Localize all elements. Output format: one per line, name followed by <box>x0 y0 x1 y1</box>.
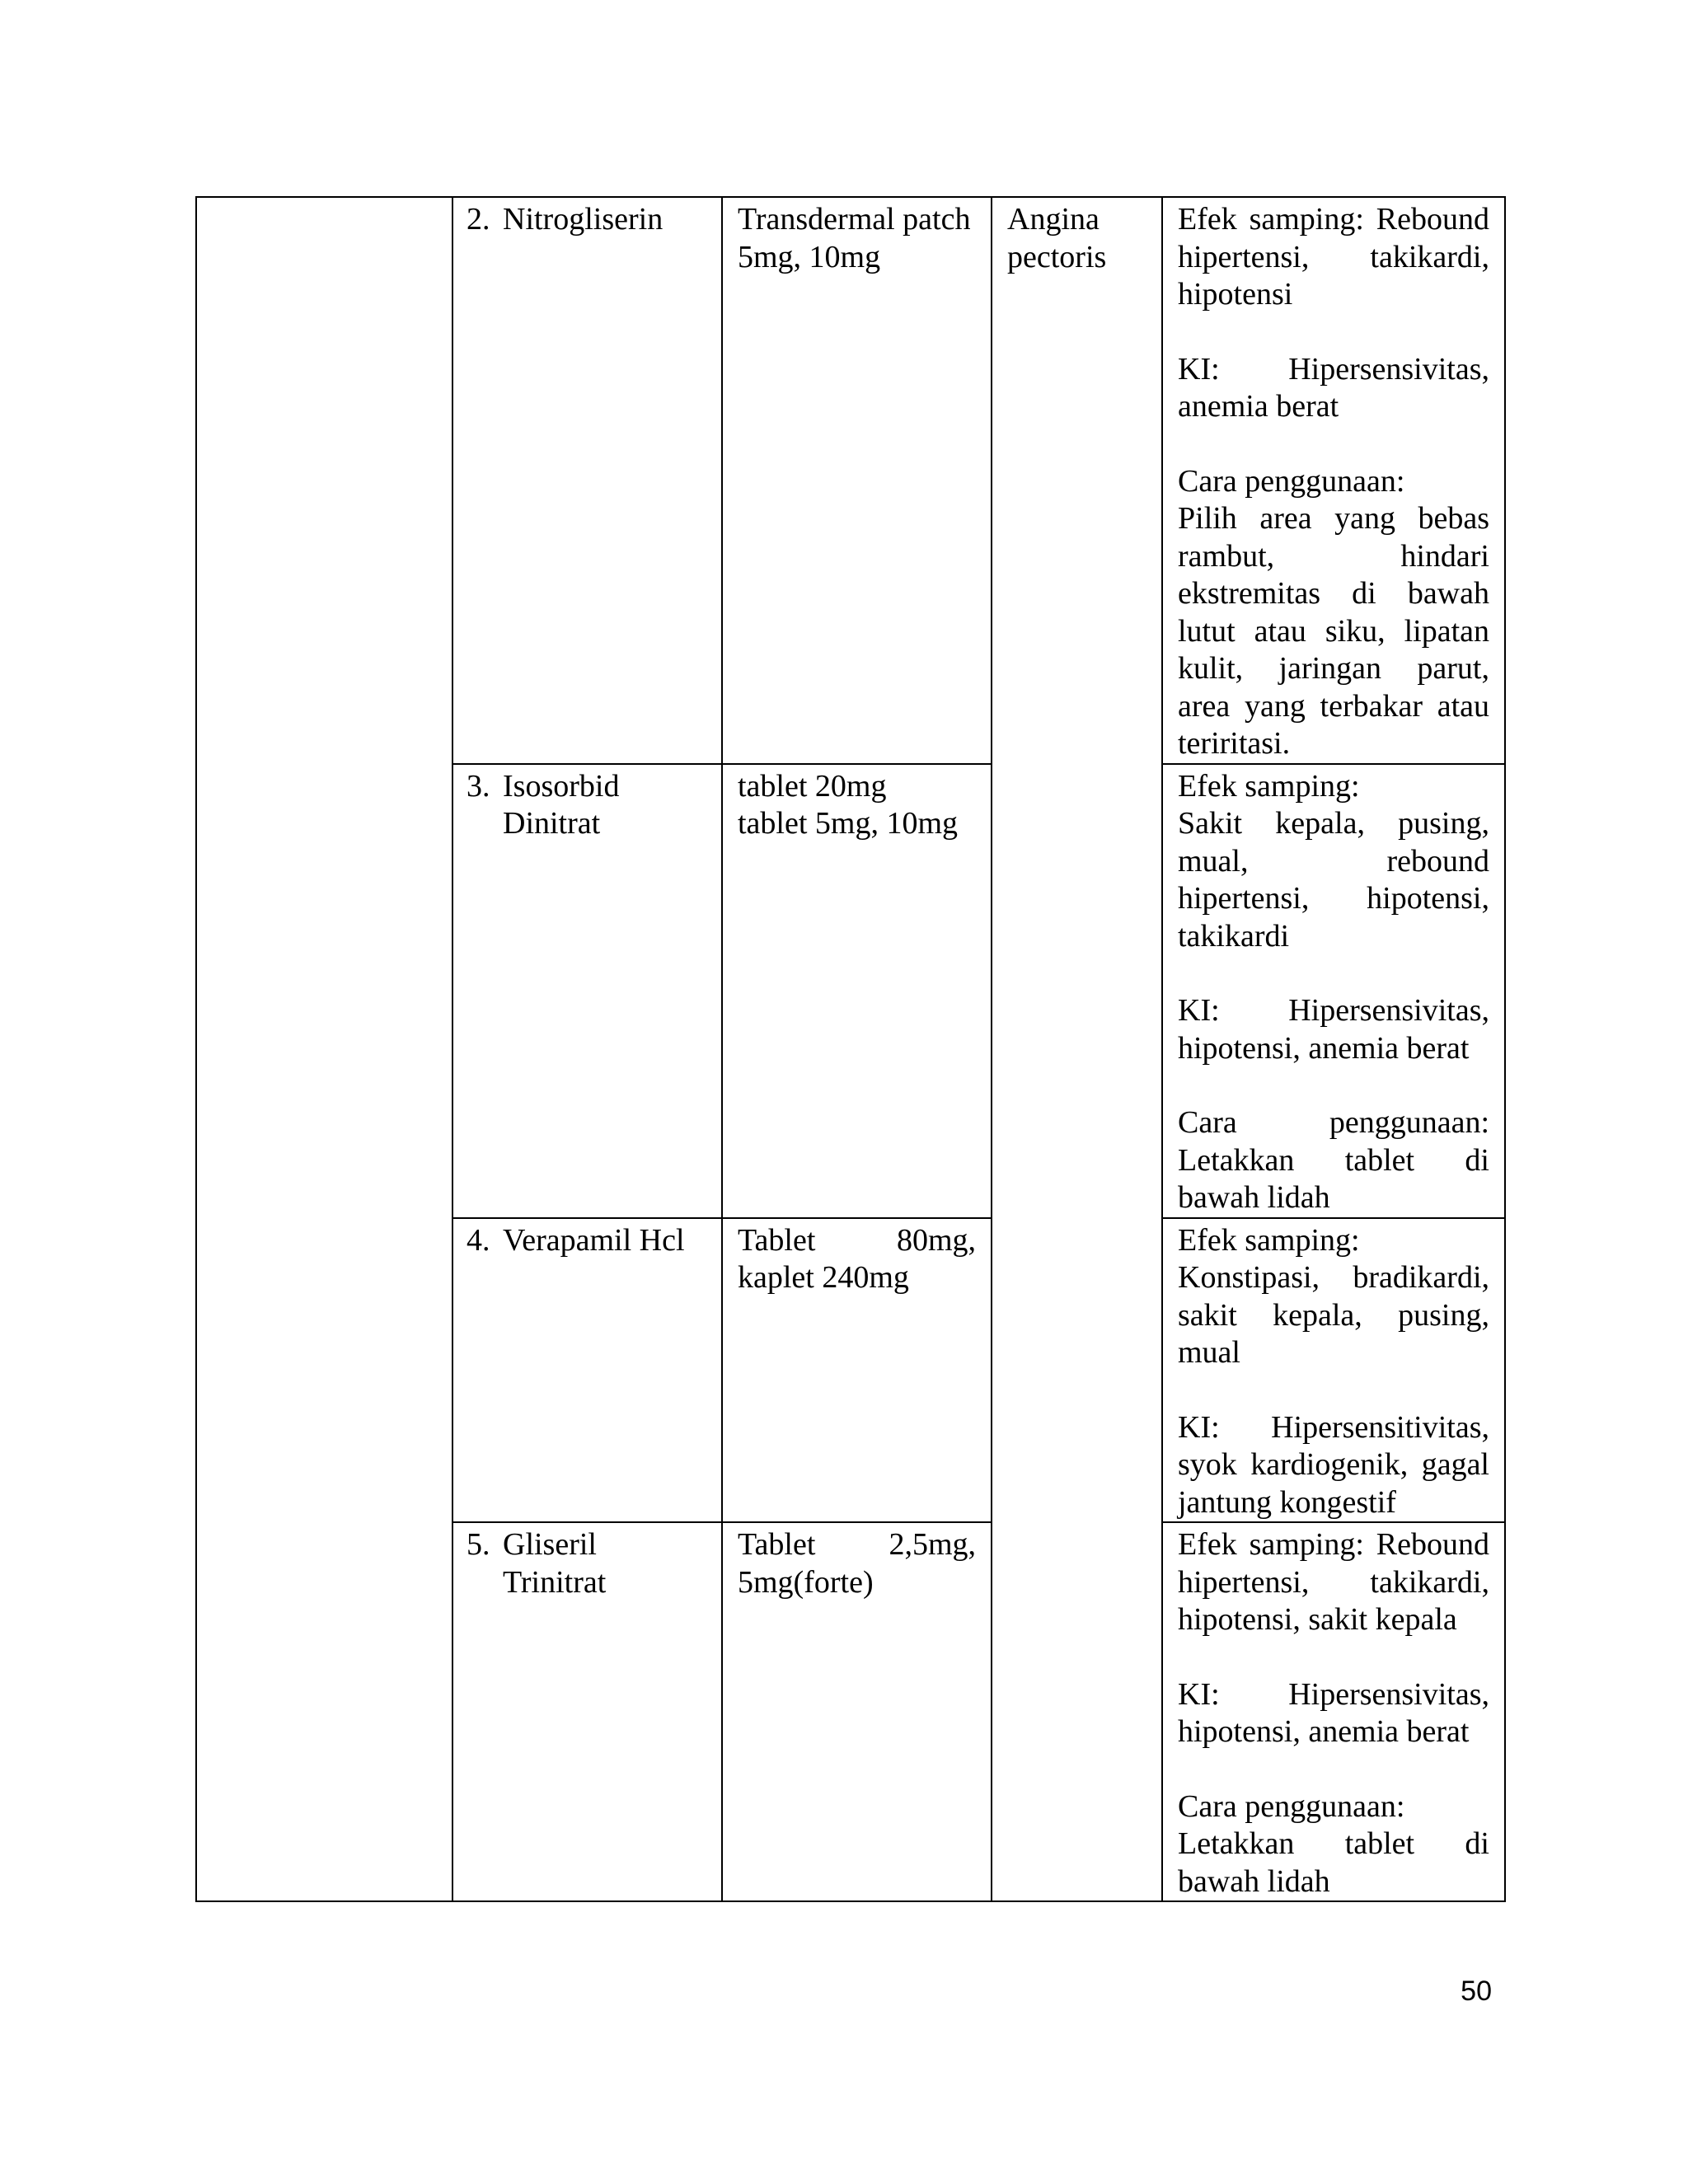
dosage-cell <box>722 1218 992 1523</box>
side-effects-text: Efek samping: Rebound hipertensi, takikardi, hipotensi, sakit kepala <box>1178 1527 1489 1637</box>
notes-cell <box>1162 1522 1505 1901</box>
side-effects-label: Efek samping: <box>1178 768 1360 804</box>
usage-text: Letakkan tablet di bawah lidah <box>1178 1826 1489 1899</box>
side-effects-text: Sakit kepala, pusing, mual, rebound hipertensi, hipotensi, takikardi <box>1178 806 1489 954</box>
dosage-text: Tablet 2,5mg, 5mg(forte) <box>738 1527 976 1600</box>
drug-name: Nitrogliserin <box>503 202 663 237</box>
drug-number: 5. <box>467 1527 490 1562</box>
contraindication-text: KI: Hipersensitivitas, syok kardiogenik, gagal jantung kongestif <box>1178 1409 1489 1520</box>
usage-label: Cara penggunaan: <box>1178 1788 1405 1824</box>
dosage-cell <box>722 764 992 1218</box>
dosage-cell <box>722 197 992 764</box>
side-effects-text: Konstipasi, bradikardi, sakit kepala, pusing, mual <box>1178 1260 1489 1370</box>
drug-name-cell <box>452 1522 722 1901</box>
drug-number: 4. <box>467 1222 490 1258</box>
drug-name-line-1: Isosorbid <box>503 768 620 804</box>
drug-name-line-2: Trinitrat <box>503 1564 607 1600</box>
drug-name-cell <box>452 197 722 764</box>
drug-name-cell <box>452 1218 722 1523</box>
side-effects-label: Efek samping: <box>1178 1222 1360 1258</box>
notes-cell <box>1162 764 1505 1218</box>
usage-text: Cara penggunaan: Letakkan tablet di bawah lidah <box>1178 1105 1489 1215</box>
indication-text: Angina pectoris <box>1007 202 1107 274</box>
dosage-line-1: tablet 20mg <box>738 768 887 804</box>
drug-name-cell <box>452 764 722 1218</box>
notes-cell <box>1162 1218 1505 1523</box>
dosage-cell <box>722 1522 992 1901</box>
drug-name-line-2: Dinitrat <box>503 806 601 841</box>
category-cell-empty <box>196 197 452 1901</box>
drug-number: 3. <box>467 768 490 804</box>
drug-number: 2. <box>467 202 490 237</box>
drug-name-line-1: Gliseril <box>503 1527 597 1562</box>
drug-name: Verapamil Hcl <box>503 1222 685 1258</box>
usage-text: Pilih area yang bebas rambut, hindari ekstremitas di bawah lutut atau siku, lipatan kulit, jaringan parut, area yang terbakar atau teriritasi. <box>1178 501 1489 761</box>
dosage-text: Tablet 80mg, kaplet 240mg <box>738 1222 976 1295</box>
contraindication-text: KI: Hipersensivitas, anemia berat <box>1178 351 1489 424</box>
usage-label: Cara penggunaan: <box>1178 463 1405 499</box>
side-effects-text: Efek samping: Rebound hipertensi, takikardi, hipotensi <box>1178 202 1489 312</box>
table-row <box>196 197 1505 764</box>
drug-table <box>195 196 1506 1902</box>
contraindication-text: KI: Hipersensivitas, hipotensi, anemia berat <box>1178 1676 1489 1749</box>
contraindication-text: KI: Hipersensivitas, hipotensi, anemia berat <box>1178 993 1489 1066</box>
dosage-text: Transdermal patch 5mg, 10mg <box>738 202 971 274</box>
indication-cell <box>992 197 1162 1901</box>
page-number: 50 <box>1461 1975 1492 2007</box>
dosage-line-2: tablet 5mg, 10mg <box>738 806 959 841</box>
notes-cell <box>1162 197 1505 764</box>
